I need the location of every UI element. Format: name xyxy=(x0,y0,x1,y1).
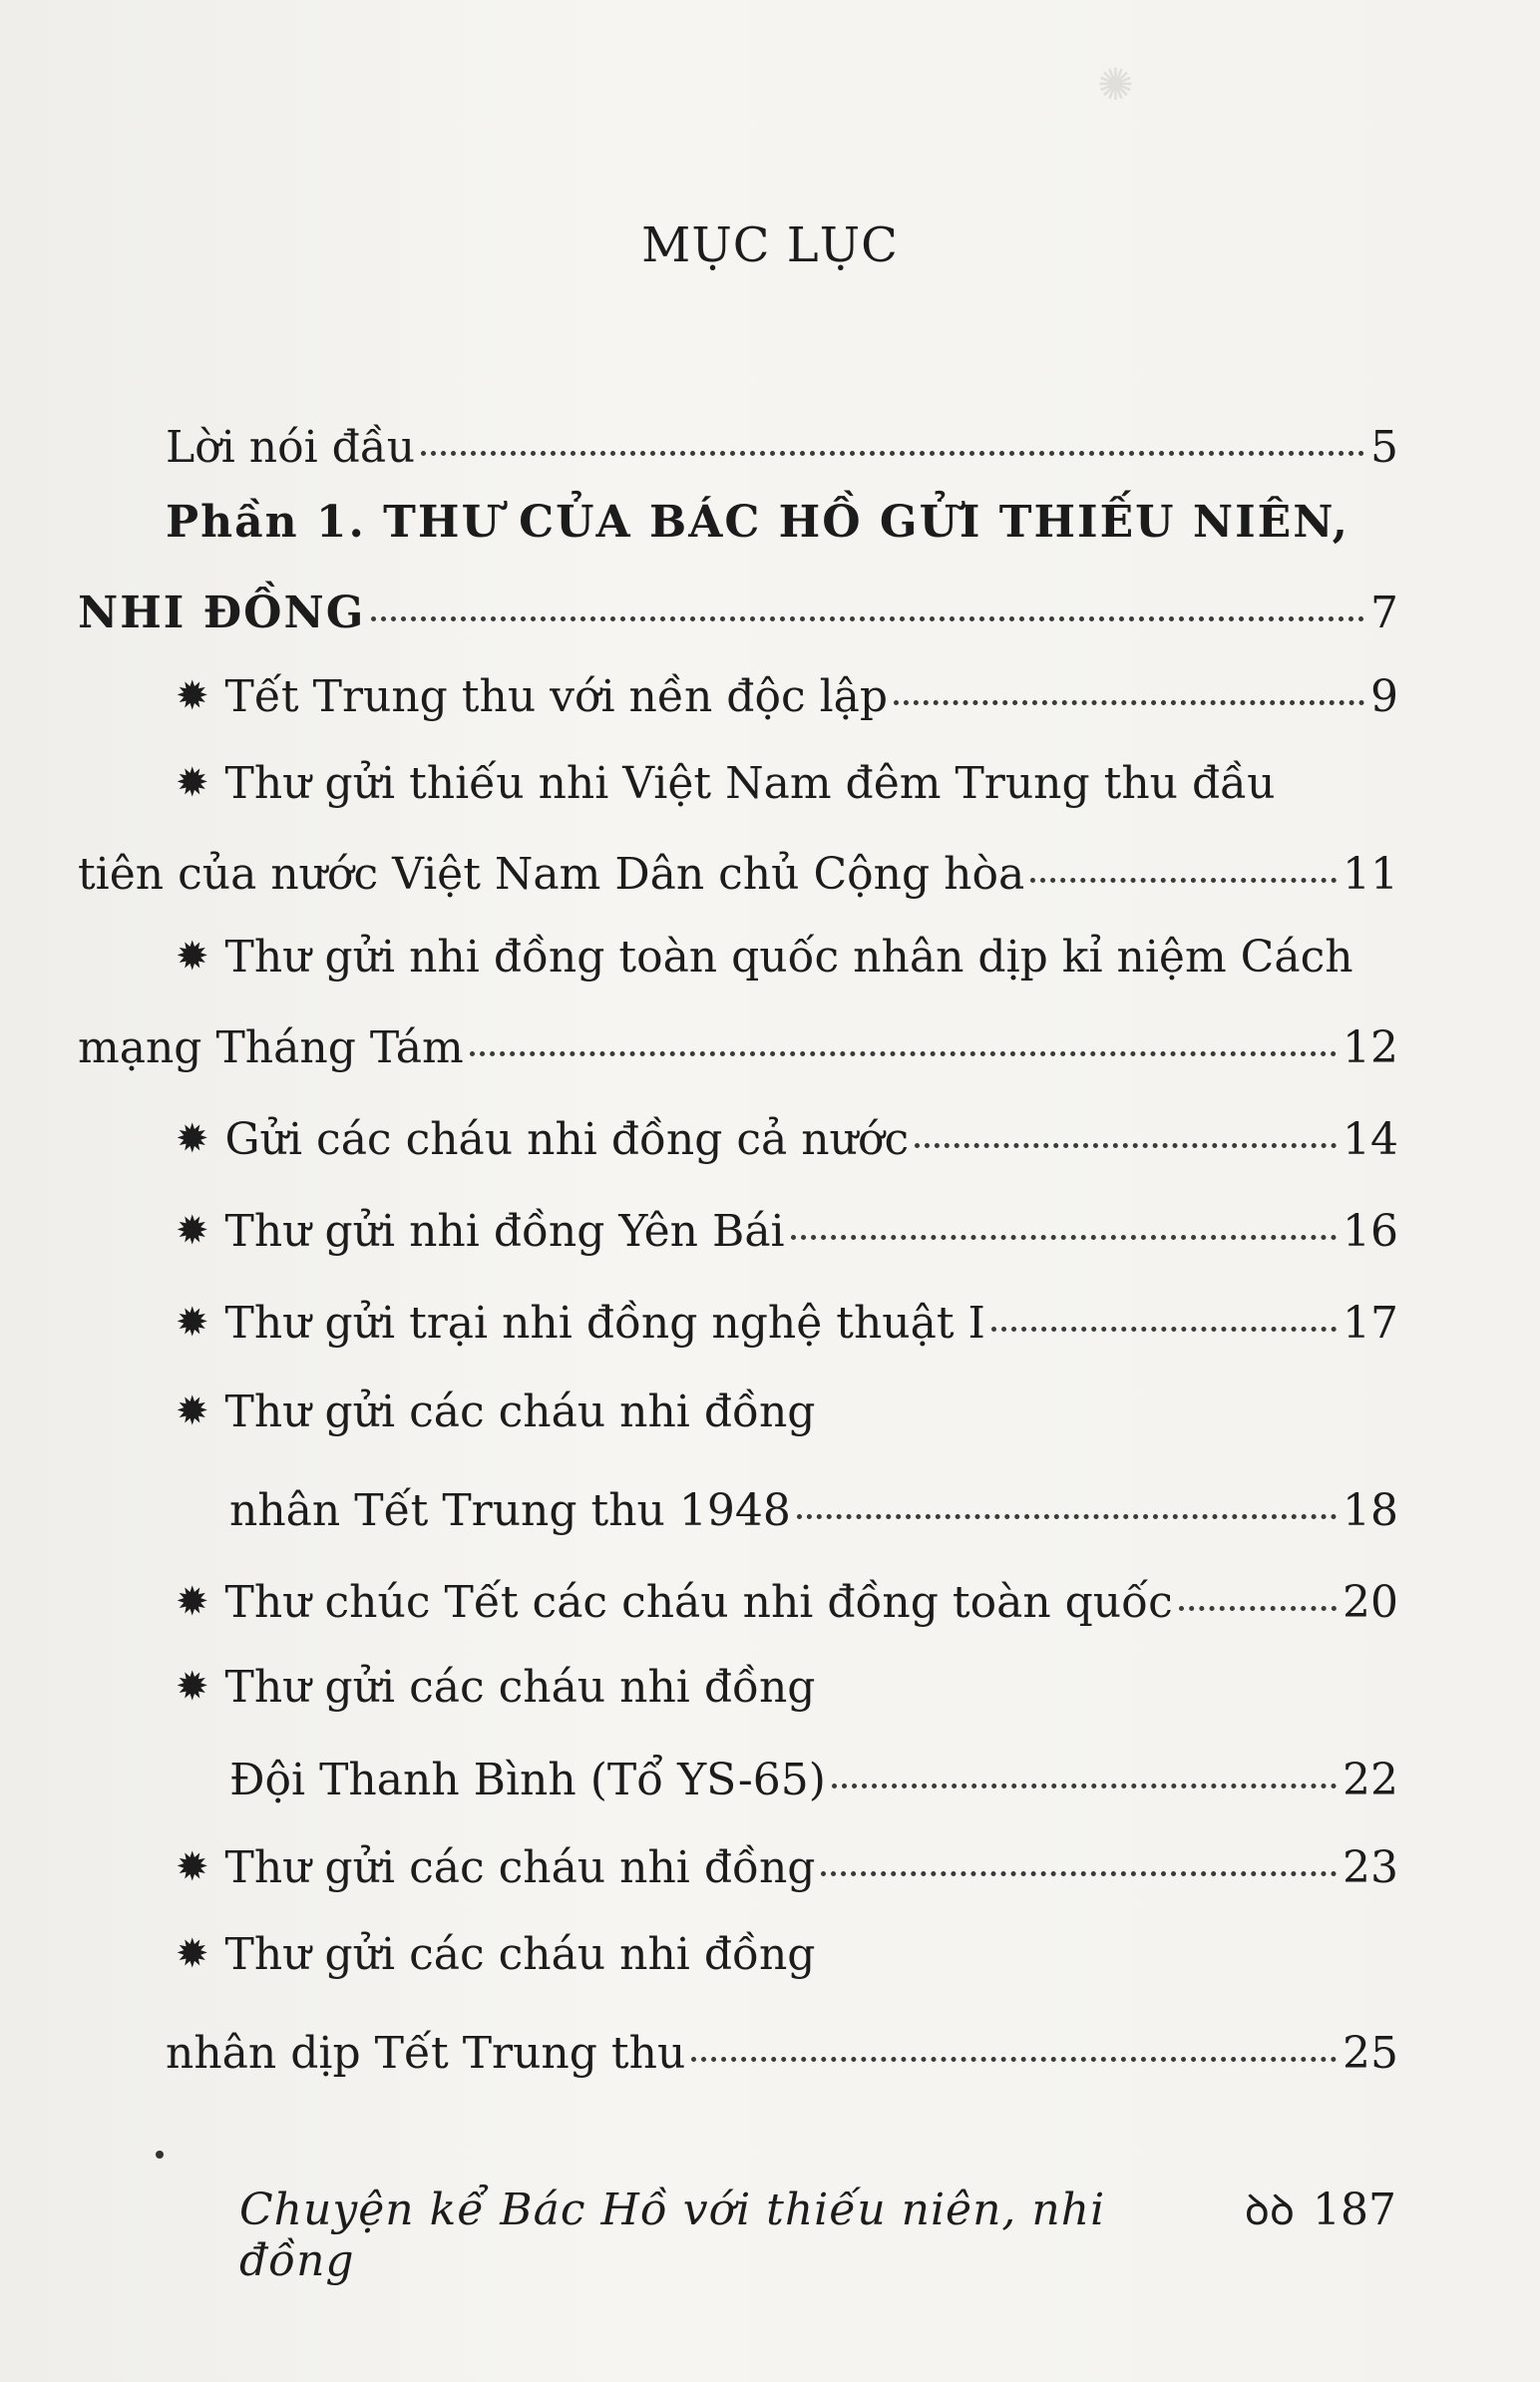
toc-page-number: 25 xyxy=(1343,2028,1398,2079)
toc-entry xyxy=(78,1017,1398,1073)
toc-entry xyxy=(176,666,1398,722)
toc-entry xyxy=(229,1750,1398,1805)
toc-page-number: 12 xyxy=(1343,1022,1398,1073)
star-bullet-icon: ✹ xyxy=(176,1389,209,1434)
toc-entry xyxy=(78,844,1398,900)
dot-leader xyxy=(791,1195,1337,1240)
page-footer xyxy=(239,2181,1396,2286)
toc-entry-title: Gửi các cháu nhi đồng cả nước xyxy=(224,1114,910,1165)
toc-entry-title-line2: nhân dịp Tết Trung thu xyxy=(166,2028,686,2079)
toc-page-number: 17 xyxy=(1343,1298,1398,1349)
dot-leader xyxy=(832,1744,1337,1788)
star-bullet-icon: ✹ xyxy=(176,1931,209,1977)
toc-entry-title: Lời nói đầu xyxy=(166,422,416,473)
toc-entry xyxy=(166,2023,1398,2079)
toc-entry-title-line2: nhân Tết Trung thu 1948 xyxy=(229,1485,791,1536)
toc-page-number: 11 xyxy=(1343,849,1398,900)
toc-entry xyxy=(176,1109,1398,1165)
toc-entry-line1 xyxy=(176,1662,815,1713)
dot-leader xyxy=(821,1831,1337,1876)
toc-entry-title-line1: Thư gửi các cháu nhi đồng xyxy=(224,1929,816,1980)
toc-page-number: 23 xyxy=(1343,1842,1398,1893)
toc-entry-title-line1: Thư gửi nhi đồng toàn quốc nhân dịp kỉ niệm Cách xyxy=(224,932,1353,983)
toc-entry xyxy=(166,417,1398,473)
toc-entry-title-line2: Đội Thanh Bình (Tổ YS-65) xyxy=(229,1755,826,1805)
toc-entry-title: Thư gửi các cháu nhi đồng xyxy=(224,1842,816,1893)
toc-entry-title: Thư gửi trại nhi đồng nghệ thuật I xyxy=(224,1298,985,1349)
toc-entry-line1 xyxy=(176,1387,815,1437)
dot-leader xyxy=(421,411,1364,456)
toc-entry xyxy=(78,583,1398,638)
toc-page-number: 5 xyxy=(1370,422,1398,473)
toc-entry-line1 xyxy=(176,758,1275,809)
star-bullet-icon: ✹ xyxy=(176,1579,209,1625)
toc-page-number: 9 xyxy=(1370,671,1398,722)
ornament-icon: ꝺꝺ xyxy=(1244,2185,1296,2234)
toc-page-number: 7 xyxy=(1370,588,1398,638)
toc-section-heading xyxy=(166,497,1398,548)
toc-entry-title-line2: NHI ĐỒNG xyxy=(78,588,366,638)
dot-leader xyxy=(470,1011,1337,1056)
toc-page-number: 22 xyxy=(1343,1755,1398,1805)
toc-page-number: 16 xyxy=(1343,1206,1398,1257)
toc-entry xyxy=(176,1572,1398,1628)
bleed-through-text: ✺ xyxy=(1097,60,1134,111)
toc-page-number: 18 xyxy=(1343,1485,1398,1536)
stray-dot-mark xyxy=(156,2151,164,2159)
toc-page-number: 20 xyxy=(1343,1577,1398,1628)
toc-entry xyxy=(176,1293,1398,1349)
dot-leader xyxy=(371,577,1364,621)
toc-entry-title: Thư gửi nhi đồng Yên Bái xyxy=(224,1206,785,1257)
star-bullet-icon: ✹ xyxy=(176,1208,209,1254)
star-bullet-icon: ✹ xyxy=(176,760,209,806)
toc-entry-title: Tết Trung thu với nền độc lập xyxy=(224,671,889,722)
dot-leader xyxy=(915,1103,1337,1148)
star-bullet-icon: ✹ xyxy=(176,1664,209,1710)
star-bullet-icon: ✹ xyxy=(176,1844,209,1890)
toc-entry-title-line1: Thư gửi thiếu nhi Việt Nam đêm Trung thu đầu xyxy=(224,758,1276,809)
page-title: MỤC LỤC xyxy=(641,217,899,273)
toc-entry-line1 xyxy=(176,932,1353,983)
toc-entry-title-line2: tiên của nước Việt Nam Dân chủ Cộng hòa xyxy=(78,849,1025,900)
star-bullet-icon: ✹ xyxy=(176,1116,209,1162)
star-bullet-icon: ✹ xyxy=(176,1300,209,1346)
footer-page-number: 187 xyxy=(1313,2184,1396,2235)
dot-leader xyxy=(894,660,1364,705)
dot-leader xyxy=(691,2017,1337,2062)
dot-leader xyxy=(1179,1566,1337,1611)
toc-entry-title-line1: Thư gửi các cháu nhi đồng xyxy=(224,1387,816,1437)
star-bullet-icon: ✹ xyxy=(176,934,209,980)
toc-entry-title-line1: Thư gửi các cháu nhi đồng xyxy=(224,1662,816,1713)
toc-entry xyxy=(176,1201,1398,1257)
toc-page-number: 14 xyxy=(1343,1114,1398,1165)
dot-leader xyxy=(1030,838,1337,883)
toc-entry-title-line2: mạng Tháng Tám xyxy=(78,1022,464,1073)
running-title: Chuyện kể Bác Hồ với thiếu niên, nhi đồng xyxy=(239,2184,1106,2286)
toc-entry-line1 xyxy=(176,1929,815,1980)
toc-entry xyxy=(176,1837,1398,1893)
dot-leader xyxy=(991,1287,1337,1332)
toc-entry xyxy=(229,1480,1398,1536)
dot-leader xyxy=(797,1474,1337,1519)
toc-entry-title: Thư chúc Tết các cháu nhi đồng toàn quốc xyxy=(224,1577,1173,1628)
star-bullet-icon: ✹ xyxy=(176,673,209,719)
toc-entry-title-line1: Phần 1. THƯ CỦA BÁC HỒ GỬI THIẾU NIÊN, xyxy=(166,497,1349,548)
